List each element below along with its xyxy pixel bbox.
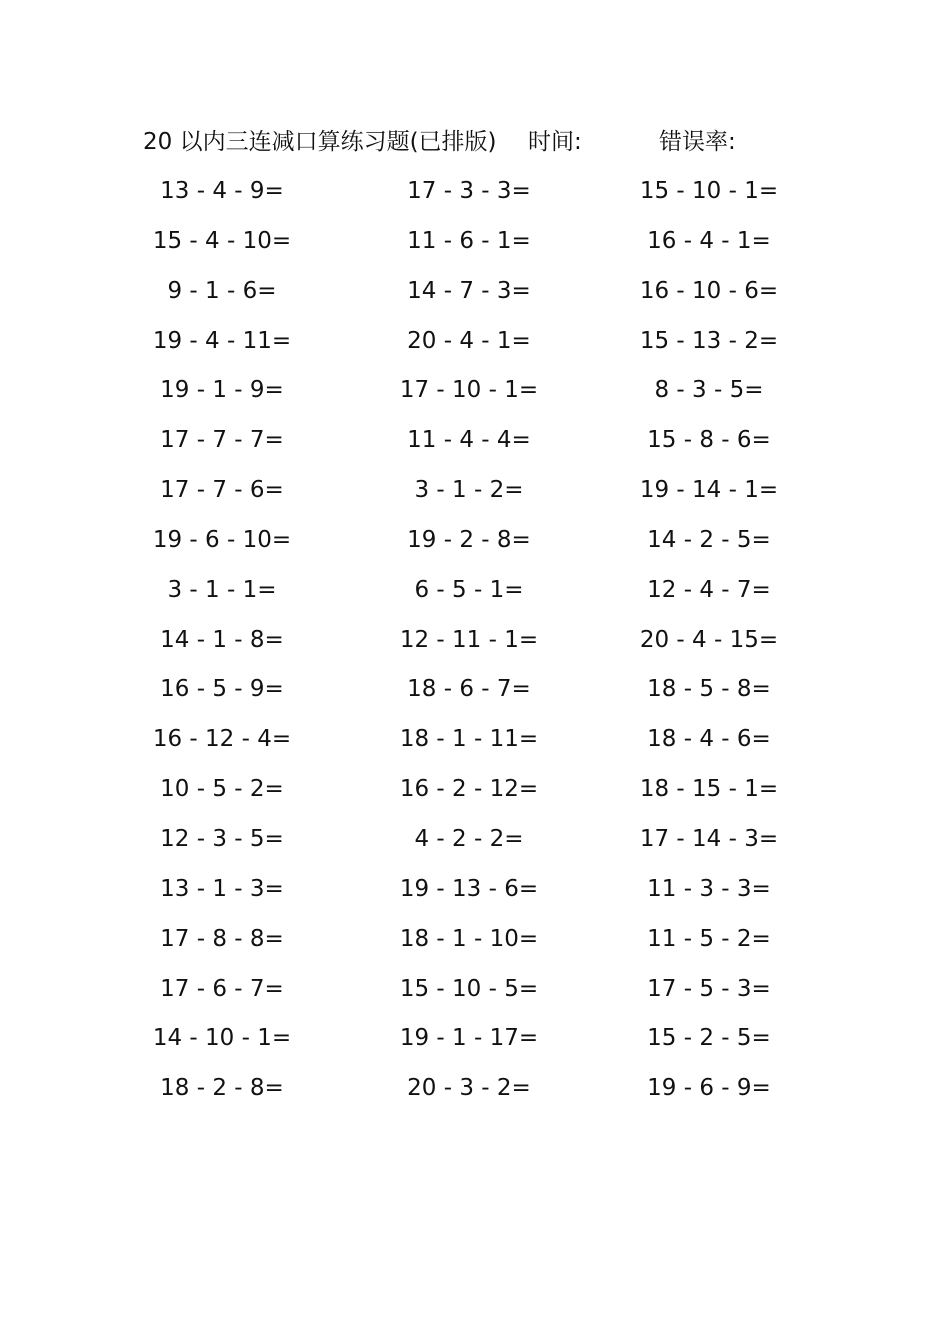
problem-row	[0, 272, 950, 322]
problem-item: 14 - 10 - 1=	[152, 1025, 292, 1052]
problem-row	[0, 870, 950, 920]
problem-row	[0, 770, 950, 820]
problem-item: 11 - 3 - 3=	[647, 875, 771, 902]
problem-row	[0, 920, 950, 970]
problem-row	[0, 970, 950, 1020]
problem-item: 19 - 14 - 1=	[639, 477, 779, 504]
problem-item: 19 - 13 - 6=	[399, 875, 539, 902]
problem-row	[0, 1019, 950, 1069]
problem-item: 20 - 4 - 1=	[407, 327, 531, 354]
problem-item: 19 - 6 - 9=	[647, 1075, 771, 1102]
problem-item: 18 - 1 - 10=	[399, 925, 539, 952]
problem-item: 11 - 6 - 1=	[407, 227, 531, 254]
problem-item: 19 - 2 - 8=	[407, 526, 531, 553]
problem-row	[0, 322, 950, 372]
error-rate-label: 错误率:	[659, 129, 736, 155]
problem-item: 13 - 4 - 9=	[160, 178, 284, 204]
problem-row	[0, 471, 950, 521]
problem-row	[0, 720, 950, 770]
problem-item: 15 - 10 - 1=	[639, 178, 779, 204]
problem-grid	[0, 172, 950, 1119]
problem-row	[0, 820, 950, 870]
problem-item: 16 - 10 - 6=	[639, 277, 779, 304]
problem-item: 11 - 5 - 2=	[647, 925, 771, 952]
problem-item: 17 - 7 - 7=	[160, 427, 284, 454]
problem-item: 18 - 15 - 1=	[639, 776, 779, 803]
problem-item: 3 - 1 - 1=	[167, 576, 277, 603]
problem-item: 16 - 2 - 12=	[399, 776, 539, 803]
problem-item: 14 - 2 - 5=	[647, 526, 771, 553]
problem-item: 12 - 4 - 7=	[647, 576, 771, 603]
problem-item: 12 - 11 - 1=	[399, 626, 539, 653]
problem-row	[0, 1069, 950, 1119]
problem-item: 17 - 6 - 7=	[160, 975, 284, 1002]
worksheet-header	[0, 124, 950, 160]
problem-row	[0, 621, 950, 671]
problem-item: 14 - 7 - 3=	[407, 277, 531, 304]
problem-item: 16 - 12 - 4=	[152, 726, 292, 753]
problem-row	[0, 421, 950, 471]
problem-item: 16 - 5 - 9=	[160, 676, 284, 703]
problem-item: 15 - 8 - 6=	[647, 427, 771, 454]
problem-item: 18 - 6 - 7=	[407, 676, 531, 703]
problem-item: 13 - 1 - 3=	[160, 875, 284, 902]
problem-item: 11 - 4 - 4=	[407, 427, 531, 454]
problem-item: 15 - 13 - 2=	[639, 327, 779, 354]
problem-item: 20 - 4 - 15=	[639, 626, 779, 653]
problem-item: 3 - 1 - 2=	[414, 477, 524, 504]
worksheet-title: 20 以内三连减口算练习题(已排版)	[143, 129, 497, 155]
time-label: 时间:	[528, 129, 582, 155]
problem-item: 19 - 1 - 9=	[160, 377, 284, 404]
problem-row	[0, 371, 950, 421]
problem-item: 12 - 3 - 5=	[160, 825, 284, 852]
problem-item: 15 - 10 - 5=	[399, 975, 539, 1002]
problem-item: 18 - 2 - 8=	[160, 1075, 284, 1102]
problem-item: 18 - 4 - 6=	[647, 726, 771, 753]
problem-item: 17 - 5 - 3=	[647, 975, 771, 1002]
problem-item: 19 - 6 - 10=	[152, 526, 292, 553]
problem-item: 6 - 5 - 1=	[414, 576, 524, 603]
problem-item: 10 - 5 - 2=	[160, 776, 284, 803]
problem-item: 9 - 1 - 6=	[167, 277, 277, 304]
problem-item: 15 - 2 - 5=	[647, 1025, 771, 1052]
problem-item: 8 - 3 - 5=	[654, 377, 764, 404]
problem-item: 20 - 3 - 2=	[407, 1075, 531, 1102]
problem-row	[0, 521, 950, 571]
problem-item: 14 - 1 - 8=	[160, 626, 284, 653]
problem-item: 18 - 1 - 11=	[399, 726, 539, 753]
problem-row	[0, 172, 950, 222]
problem-item: 19 - 1 - 17=	[399, 1025, 539, 1052]
problem-item: 17 - 10 - 1=	[399, 377, 539, 404]
problem-item: 4 - 2 - 2=	[414, 825, 524, 852]
problem-item: 17 - 8 - 8=	[160, 925, 284, 952]
problem-row	[0, 222, 950, 272]
problem-item: 17 - 7 - 6=	[160, 477, 284, 504]
problem-item: 19 - 4 - 11=	[152, 327, 292, 354]
problem-item: 18 - 5 - 8=	[647, 676, 771, 703]
problem-row	[0, 571, 950, 621]
problem-item: 15 - 4 - 10=	[152, 227, 292, 254]
problem-item: 16 - 4 - 1=	[647, 227, 771, 254]
problem-item: 17 - 14 - 3=	[639, 825, 779, 852]
problem-row	[0, 670, 950, 720]
problem-item: 17 - 3 - 3=	[407, 178, 531, 204]
